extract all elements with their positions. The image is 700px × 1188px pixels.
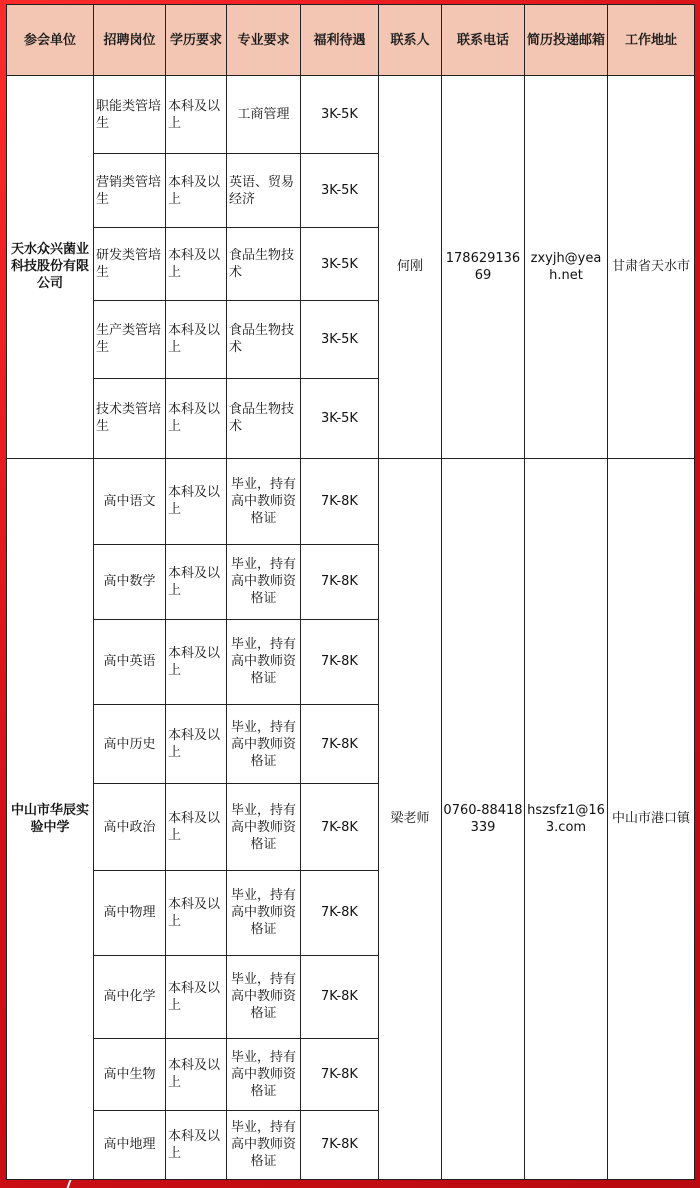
position-title: 营销类管培生	[94, 154, 166, 228]
work-address: 中山市港口镇	[608, 458, 695, 1179]
education-requirement: 本科及以上	[166, 955, 227, 1038]
salary: 7K-8K	[301, 458, 379, 544]
major-requirement: 毕业，持有高中教师资格证	[227, 784, 301, 871]
salary: 3K-5K	[301, 301, 379, 378]
position-title: 研发类管培生	[94, 228, 166, 301]
education-requirement: 本科及以上	[166, 76, 227, 154]
salary: 7K-8K	[301, 1110, 379, 1179]
education-requirement: 本科及以上	[166, 544, 227, 619]
salary: 7K-8K	[301, 955, 379, 1038]
education-requirement: 本科及以上	[166, 705, 227, 784]
salary: 7K-8K	[301, 1038, 379, 1110]
recruitment-sheet	[6, 4, 694, 1180]
major-requirement: 毕业，持有高中教师资格证	[227, 619, 301, 704]
major-requirement: 毕业，持有高中教师资格证	[227, 705, 301, 784]
position-title: 高中物理	[94, 871, 166, 955]
header-row	[7, 5, 695, 76]
education-requirement: 本科及以上	[166, 619, 227, 704]
education-requirement: 本科及以上	[166, 154, 227, 228]
major-requirement: 毕业，持有高中教师资格证	[227, 544, 301, 619]
major-requirement: 英语、贸易经济	[227, 154, 301, 228]
major-requirement: 毕业，持有高中教师资格证	[227, 1038, 301, 1110]
header-position: 招聘岗位	[94, 5, 166, 76]
header-salary: 福利待遇	[301, 5, 379, 76]
salary: 3K-5K	[301, 228, 379, 301]
education-requirement: 本科及以上	[166, 228, 227, 301]
header-phone: 联系电话	[442, 5, 525, 76]
header-company: 参会单位	[7, 5, 94, 76]
resume-email: zxyjh@yeah.net	[525, 76, 608, 459]
header-education: 学历要求	[166, 5, 227, 76]
salary: 3K-5K	[301, 154, 379, 228]
resume-email: hszsfz1@163.com	[525, 458, 608, 1179]
position-title: 高中化学	[94, 955, 166, 1038]
salary: 7K-8K	[301, 619, 379, 704]
salary: 7K-8K	[301, 544, 379, 619]
contact-phone: 17862913669	[442, 76, 525, 459]
recruitment-table	[6, 4, 695, 1180]
education-requirement: 本科及以上	[166, 1038, 227, 1110]
education-requirement: 本科及以上	[166, 378, 227, 458]
company-name: 天水众兴菌业科技股份有限公司	[7, 76, 94, 459]
header-address: 工作地址	[608, 5, 695, 76]
position-title: 高中地理	[94, 1110, 166, 1179]
header-major: 专业要求	[227, 5, 301, 76]
contact-phone: 0760-88418339	[442, 458, 525, 1179]
salary: 7K-8K	[301, 784, 379, 871]
salary: 7K-8K	[301, 705, 379, 784]
work-address: 甘肃省天水市	[608, 76, 695, 459]
major-requirement: 毕业，持有高中教师资格证	[227, 871, 301, 955]
major-requirement: 食品生物技术	[227, 228, 301, 301]
position-title: 高中语文	[94, 458, 166, 544]
education-requirement: 本科及以上	[166, 301, 227, 378]
position-title: 高中政治	[94, 784, 166, 871]
contact-person: 何刚	[379, 76, 442, 459]
major-requirement: 食品生物技术	[227, 301, 301, 378]
frame-decoration	[67, 1180, 86, 1188]
major-requirement: 毕业，持有高中教师资格证	[227, 955, 301, 1038]
major-requirement: 食品生物技术	[227, 378, 301, 458]
position-title: 高中生物	[94, 1038, 166, 1110]
major-requirement: 工商管理	[227, 76, 301, 154]
education-requirement: 本科及以上	[166, 871, 227, 955]
position-title: 高中数学	[94, 544, 166, 619]
education-requirement: 本科及以上	[166, 1110, 227, 1179]
contact-person: 梁老师	[379, 458, 442, 1179]
header-email: 简历投递邮箱	[525, 5, 608, 76]
company-name: 中山市华辰实验中学	[7, 458, 94, 1179]
position-title: 职能类管培生	[94, 76, 166, 154]
header-contact: 联系人	[379, 5, 442, 76]
salary: 3K-5K	[301, 378, 379, 458]
position-title: 生产类管培生	[94, 301, 166, 378]
salary: 3K-5K	[301, 76, 379, 154]
position-title: 技术类管培生	[94, 378, 166, 458]
position-title: 高中历史	[94, 705, 166, 784]
major-requirement: 毕业，持有高中教师资格证	[227, 1110, 301, 1179]
education-requirement: 本科及以上	[166, 784, 227, 871]
education-requirement: 本科及以上	[166, 458, 227, 544]
major-requirement: 毕业，持有高中教师资格证	[227, 458, 301, 544]
table-row	[7, 458, 695, 544]
position-title: 高中英语	[94, 619, 166, 704]
salary: 7K-8K	[301, 871, 379, 955]
table-row	[7, 76, 695, 154]
